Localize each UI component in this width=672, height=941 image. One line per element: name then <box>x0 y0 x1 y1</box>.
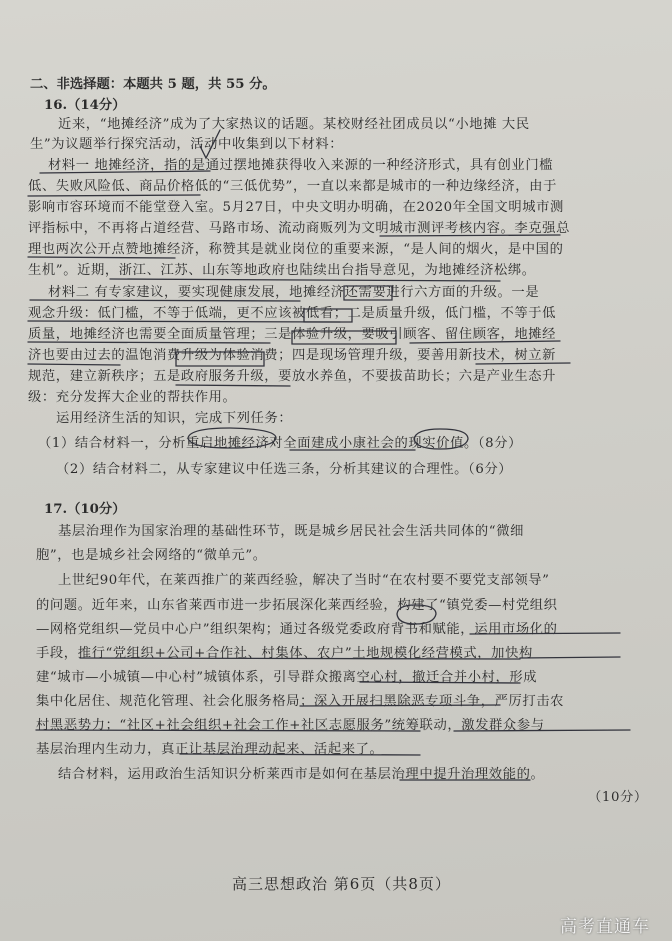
q16-task-intro: 运用经济生活的知识，完成下列任务： <box>56 411 293 426</box>
q16-material2-line: 规范，建立新秩序；五是政府服务升级，要放水养鱼，不要拔苗助长；六是产业生态升 <box>28 369 557 384</box>
section-heading: 二、非选择题：本题共 5 题，共 55 分。 <box>30 77 276 92</box>
q16-material2-line: 级：充分发挥大企业的帮扶作用。 <box>28 390 237 405</box>
underline-mark <box>30 300 300 301</box>
q17-task: 结合材料，运用政治生活知识分析莱西市是如何在基层治理中提升治理效能的。 <box>58 767 545 782</box>
q17-line: —网格党组织—党员中心户”组织架构；通过各级党委政府背书和赋能，运用市场化的 <box>36 622 558 637</box>
q16-material2-line: 观念升级：低门槛，不等于低端，更不应该被低看；二是质量升级，低门槛，不等于低 <box>28 306 557 321</box>
q17-header: 17.（10分） <box>44 502 126 517</box>
q17-line: 的问题。近年来，山东省莱西市进一步拓展深化莱西经验，构建了“镇党委—村党组织 <box>36 598 558 613</box>
q17-points: （10分） <box>588 790 648 805</box>
q16-task2: （2）结合材料二，从专家建议中任选三条，分析其建议的合理性。（6分） <box>56 462 513 477</box>
q16-material1-line: 材料一 地摊经济，指的是通过摆地摊获得收入来源的一种经济形式，具有创业门槛 <box>48 158 554 173</box>
q17-line: 村黑恶势力；“社区+社会组织+社会工作+社区志愿服务”统筹联动，激发群众参与 <box>36 718 545 733</box>
q17-line: 集中化居住、规范化管理、社会化服务格局；深入开展扫黑除恶专项斗争，严厉打击农 <box>36 694 565 709</box>
q16-material2-line: 济也要由过去的温饱消费升级为体验消费；四是现场管理升级，要善用新技术，树立新 <box>28 348 557 363</box>
q16-material2-line: 质量，地摊经济也需要全面质量管理；三是体验升级，要吸引顾客、留住顾客，地摊经 <box>28 327 557 342</box>
q16-material1-line: 影响市容环境而不能堂登入室。5月27日，中央文明办明确，在2020年全国文明城市测 <box>28 200 564 215</box>
q16-intro-line: 近来，“地摊经济”成为了大家热议的话题。某校财经社团成员以“小地摊 大民 <box>58 117 530 132</box>
q16-task1: （1）结合材料一，分析重启地摊经济对全面建成小康社会的现实价值。（8分） <box>38 436 522 451</box>
q17-line: 手段，推行“党组织+公司+合作社、村集体、农户”土地规模化经营模式，加快构 <box>36 646 533 661</box>
q16-material2-line: 材料二 有专家建议，要实现健康发展，地摊经济还需要进行六方面的升级。一是 <box>48 285 540 300</box>
q17-line: 胞”，也是城乡社会网络的“微单元”。 <box>36 548 267 563</box>
source-watermark: 高考直通车 <box>560 917 650 937</box>
q16-header: 16.（14分） <box>44 98 126 113</box>
underline-mark <box>520 657 620 658</box>
underline-mark <box>28 342 270 343</box>
underline-mark <box>476 363 570 364</box>
page-footer: 高三思想政治 第6页（共8页） <box>232 875 451 893</box>
q17-line: 基层治理内生动力，真正让基层治理动起来、活起来了。 <box>36 742 384 757</box>
q16-material1-line: 低、失败风险低、商品价格低的“三低优势”，一直以来都是城市的一种边缘经济，由于 <box>28 179 557 194</box>
underline-mark <box>28 321 340 322</box>
q17-line: 基层治理作为国家治理的基础性环节，既是城乡居民社会生活共同体的“微细 <box>58 524 524 539</box>
q17-line: 上世纪90年代，在莱西推广的莱西经验，解决了当时“在农村要不要党支部领导” <box>58 573 550 588</box>
q17-line: 建“城市—小城镇—中心村”城镇体系，引导群众搬离空心村，撤迁合并小村，形成 <box>36 670 538 685</box>
q16-material1-line: 评指标中，不再将占道经营、马路市场、流动商贩列为文明城市测评考核内容。李克强总 <box>28 221 570 236</box>
q16-intro-line: 生”为议题举行探究活动，活动中收集到以下材料： <box>30 137 344 152</box>
q16-material1-line: 生机”。近期，浙江、江苏、山东等地政府也陆续出台指导意见，为地摊经济松绑。 <box>28 263 536 278</box>
underline-mark <box>28 257 175 258</box>
q16-material1-line: 理也两次公开点赞地摊经济，称赞其是就业岗位的重要来源，“是人间的烟火，是中国的 <box>28 242 564 257</box>
